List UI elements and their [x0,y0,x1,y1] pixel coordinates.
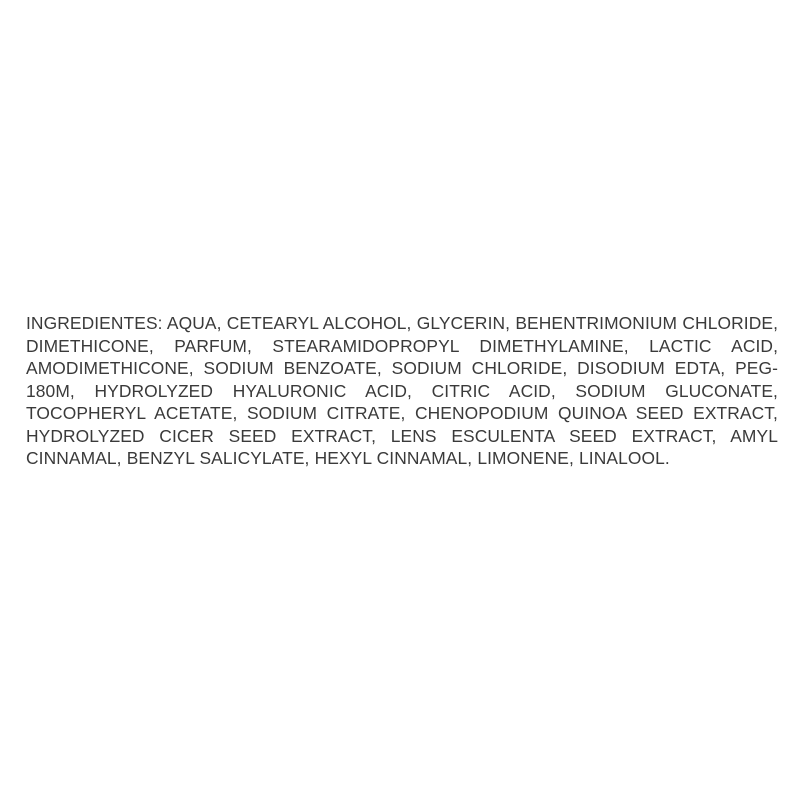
ingredients-paragraph: INGREDIENTES: AQUA, CETEARYL ALCOHOL, GLYCERIN, BEHENTRIMONIUM CHLORIDE, DIMETHICONE, PARFUM, STEARAMIDOPROPYL DIMETHYLAMINE, LACTIC ACID, AMODIMETHICONE, SODIUM BENZOATE, SODIUM CHLORIDE, DISODIUM EDTA, PEG-180M, HYDROLYZED HYALURONIC ACID, CITRIC ACID, SODIUM GLUCONATE, TOCOPHERYL ACETATE, SODIUM CITRATE, CHENOPODIUM QUINOA SEED EXTRACT, HYDROLYZED CICER SEED EXTRACT, LENS ESCULENTA SEED EXTRACT, AMYL CINNAMAL, BENZYL SALICYLATE, HEXYL CINNAMAL, LIMONENE, LINALOOL. [26,313,778,468]
ingredients-block [26,312,778,470]
